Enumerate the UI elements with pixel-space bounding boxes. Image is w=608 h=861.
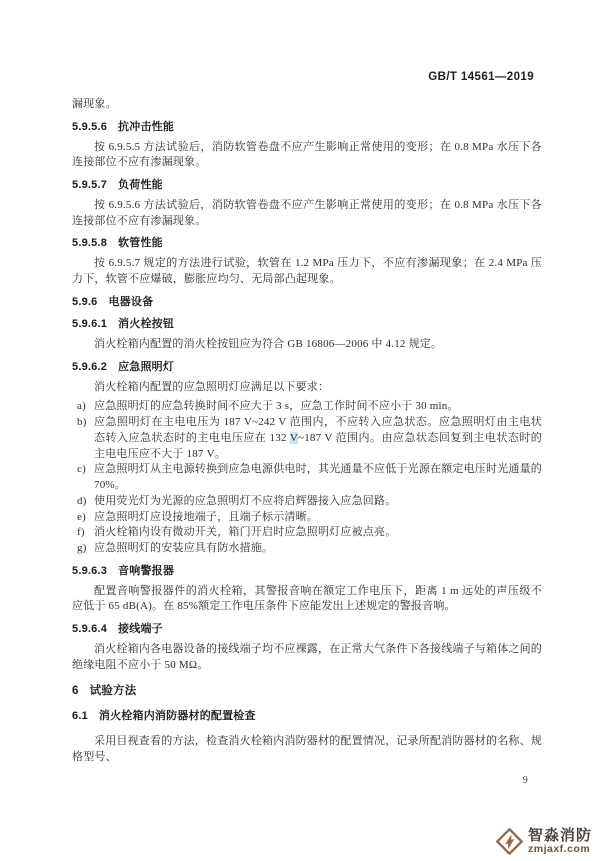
list-intro: 消火栓箱内配置的应急照明灯应满足以下要求： [94,380,330,393]
heading-chapter-6 [72,684,542,700]
heading-5-9-5-7 [72,178,542,194]
list-text: 应急照明灯的应急转换时间不应大于 3 s，应急工作时间不应小于 30 min。 [94,400,459,413]
watermark-url: zmjaxf.com [527,843,591,855]
list-label: a) [77,400,86,413]
clause-title: 负荷性能 [118,179,163,191]
clause-number: 5.9.5.6 [72,120,108,133]
heading-5-9-5-8 [72,236,542,252]
list-label: f) [77,526,85,539]
continuation-line: 漏现象。 [72,98,117,110]
clause-number: 5.9.6.2 [72,360,108,373]
paragraph-6-1: 采用目视查看的方法，检查消火栓箱内消防器材的配置情况，记录所配消防器材的名称、规格型号、 [72,734,542,763]
clause-number: 5.9.6.4 [72,623,108,635]
heading-5-9-6 [72,295,542,311]
list-text-pre: 应急照明灯在主电电压为 187 V~242 V 范围内，不应转入应急状态。应急照明灯由主电状态转入应急状态时的主电电压应在 132 [94,416,542,444]
list-text: 应急照明灯应设接地端子，且端子标示清晰。 [94,510,318,523]
clause-title: 电器设备 [108,295,154,308]
clause-number: 5.9.6.3 [72,564,108,577]
clause-title: 软管性能 [118,237,163,250]
clause-number: 5.9.5.7 [72,179,108,191]
watermark-text [528,828,592,855]
clause-title: 试验方法 [89,685,137,698]
list-item-b [72,415,542,462]
list-item-d [72,494,542,510]
clause-title: 消火栓按钮 [118,318,175,331]
paragraph-5-9-5-8: 按 6.9.5.7 规定的方法进行试验，软管在 1.2 MPa 压力下，不应有渗漏现象；在 2.4 MPa 压力下，软管不应爆破，膨胀应均匀、无局部凸起现象。 [72,257,542,285]
zhimiao-diamond-icon [495,827,524,856]
requirement-list [72,399,542,557]
clause-title: 接线端子 [118,623,163,635]
list-label: c) [77,463,86,476]
heading-5-9-6-1 [72,317,542,333]
list-text: 消火栓箱内设有微动开关，箱门开启时应急照明灯应被点亮。 [94,526,397,539]
list-text: 应急照明灯从主电源转换到应急电源供电时，其光通量不应低于光源在额定电压时光通量的 70%。 [94,463,542,491]
list-item-f [72,525,542,541]
list-text [94,415,542,462]
clause-number: 5.9.6.1 [72,318,108,331]
heading-5-9-6-2 [72,360,542,376]
list-text-post: ~187 V 范围内。由应急状态回复到主电状态时的主电电压应不大于 187 V。 [94,431,543,460]
clause-number: 5.9.5.8 [72,237,108,250]
clause-number: 6.1 [72,710,88,722]
list-item-g [72,541,542,557]
clause-title: 音响警报器 [118,564,175,577]
list-label: g) [77,542,87,554]
page-number: 9 [522,775,528,787]
clause-title: 消火栓箱内消防器材的配置检查 [98,710,256,722]
heading-5-9-6-4 [72,622,542,638]
watermark-logo [495,827,592,856]
list-text: 应急照明灯的安装应具有防水措施。 [94,542,274,554]
paragraph-5-9-6-3: 配置音响警报器件的消火栓箱，其警报音响在额定工作电压下，距离 1 m 远处的声压级不应低于 65 dB(A)。在 85%额定工作电压条件下应能发出上述规定的警报音响。 [72,584,542,613]
heading-5-9-5-6 [72,120,542,136]
list-label: e) [77,510,86,523]
list-label: d) [77,494,87,507]
list-item-c [72,462,542,494]
clause-title: 抗冲击性能 [118,120,175,133]
clause-number: 6 [72,685,79,698]
highlighted-text: V [289,431,299,444]
list-text: 使用荧光灯为光源的应急照明灯不应将启辉器接入应急回路。 [94,494,397,507]
clause-number: 5.9.6 [72,295,98,308]
list-item-e [72,510,542,526]
heading-6-1 [72,709,542,725]
running-header [72,70,542,84]
paragraph-5-9-6-1: 消火栓箱内配置的消火栓按钮应为符合 GB 16806—2006 中 4.12 规定。 [94,338,443,350]
paragraph-5-9-5-6: 按 6.9.5.5 方法试验后，消防软管卷盘不应产生影响正常使用的变形；在 0.8 MPa 水压下各连接部位不应有渗漏现象。 [72,140,542,169]
standard-number: GB/T 14561—2019 [428,71,534,83]
paragraph-5-9-5-7: 按 6.9.5.6 方法试验后，消防软管卷盘不应产生影响正常使用的变形；在 0.8 MPa 水压下各连接部位不应有渗漏现象。 [72,198,542,227]
list-label: b) [77,416,87,428]
clause-title: 应急照明灯 [118,360,175,373]
watermark-brand-name: 智淼消防 [527,827,592,844]
list-item-a [72,399,542,415]
heading-5-9-6-3 [72,564,542,580]
paragraph-5-9-6-4: 消火栓箱内各电器设备的接线端子均不应裸露，在正常大气条件下各接线端子与箱体之间的绝缘电阻不应小于 50 MΩ。 [72,642,542,671]
